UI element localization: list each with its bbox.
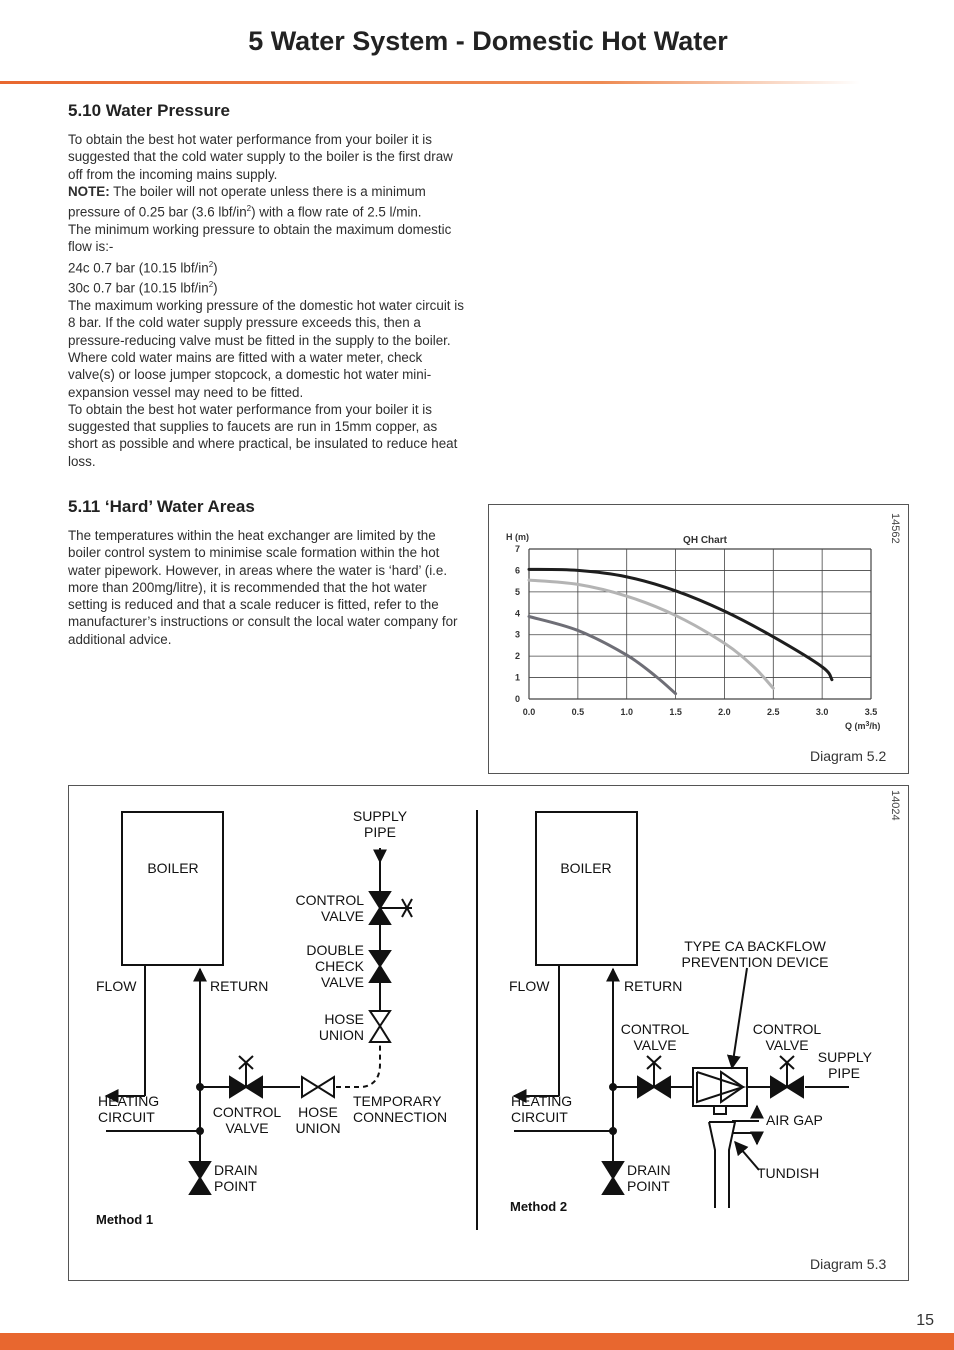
- section-heading: 5.10 Water Pressure: [68, 101, 230, 120]
- y-tick-label: 7: [514, 544, 520, 554]
- chart-series-line: [529, 617, 676, 694]
- drain-point-label: DRAIN POINT: [627, 1162, 671, 1194]
- paragraph: The minimum working pressure to obtain the maximum domestic flow is:-: [68, 221, 452, 255]
- control-valve-label: CONTROL VALVE: [752, 1021, 822, 1053]
- chart-title: QH Chart: [683, 535, 727, 546]
- return-label: RETURN: [210, 978, 269, 994]
- control-valve-label: CONTROL VALVE: [620, 1021, 690, 1053]
- boiler-box: [536, 812, 637, 965]
- paragraph: The temperatures within the heat exchanger are limited by the boiler control system to minimise scale formation within the hot water pipework. However, in areas where the water is ‘hard’ (i.e. more than 200mg/litre), it is recommended that the hot water setting is reduced and that a scale reducer is fitted, refer to the manufacturer’s instructions or consult the local water company for additional advice.: [68, 528, 458, 647]
- y-tick-label: 1: [514, 672, 520, 683]
- x-tick-label: 0.0: [522, 707, 536, 717]
- flow-label: FLOW: [509, 978, 550, 994]
- paragraph: To obtain the best hot water performance from your boiler it is suggested that the cold water supply to the boiler is the first draw off from the incoming mains supply.: [68, 132, 453, 182]
- backflow-device-label: TYPE CA BACKFLOW PREVENTION DEVICE: [681, 938, 829, 970]
- diagram-caption: Diagram 5.2: [810, 748, 887, 764]
- title-rule: [0, 81, 860, 84]
- y-axis-label: H (m): [506, 532, 529, 542]
- hose-union-label: HOSE UNION: [295, 1104, 341, 1136]
- pressure-24c: 24c 0.7 bar (10.15 lbf/$in^2$): [68, 259, 218, 276]
- note-paragraph: NOTE: The boiler will not operate unless there is a minimum pressure of 0.25 bar (3.6 lbf/$in^2$) with a flow rate of 2.5 l/min.: [68, 183, 426, 220]
- boiler-box: [122, 812, 223, 965]
- supply-pipe-label: SUPPLY PIPE: [817, 1049, 872, 1081]
- boiler-label: BOILER: [560, 860, 612, 876]
- x-tick-label: 3.5: [864, 707, 878, 717]
- qh-chart: [489, 505, 908, 773]
- supply-pipe-label: SUPPLY PIPE: [352, 808, 408, 840]
- air-gap-label: AIR GAP: [766, 1112, 823, 1128]
- paragraph: The maximum working pressure of the domestic hot water circuit is 8 bar. If the cold water supply pressure exceeds this, then a pressure-reducing valve must be fitted in the supply to the boiler.: [68, 298, 464, 348]
- page-title: 5 Water System - Domestic Hot Water: [248, 26, 728, 56]
- x-tick-label: 1.0: [620, 707, 633, 717]
- chart-series-line: [529, 569, 832, 679]
- section-hard-water: [68, 497, 468, 648]
- x-tick-label: 0.5: [571, 707, 585, 717]
- footer-bar: [0, 1333, 954, 1350]
- diagram-caption: Diagram 5.3: [810, 1256, 887, 1272]
- drain-point-label: DRAIN POINT: [214, 1162, 258, 1194]
- y-tick-label: 0: [514, 694, 520, 704]
- diagram-5-2-frame: [488, 504, 909, 774]
- diagram-code: 14562: [889, 513, 901, 544]
- heating-circuit-label: HEATING CIRCUIT: [98, 1093, 160, 1125]
- x-axis-label: Q $(m^3/h)$: [845, 721, 881, 731]
- x-tick-label: 2.0: [718, 707, 731, 717]
- flow-label: FLOW: [96, 978, 137, 994]
- section-heading: 5.11 ‘Hard’ Water Areas: [68, 497, 255, 516]
- double-check-valve-label: DOUBLE CHECK VALVE: [306, 942, 364, 990]
- y-tick-label: 4: [514, 608, 520, 619]
- paragraph: Where cold water mains are fitted with a water meter, check valve(s) or loose jumper stopcock, a domestic hot water mini-expansion vessel may need to be fitted.: [68, 349, 432, 400]
- pressure-30c: 30c 0.7 bar (10.15 lbf/$in^2$): [68, 280, 218, 296]
- page-number: 15: [916, 1312, 934, 1329]
- tundish-label: TUNDISH: [757, 1165, 820, 1181]
- return-label: RETURN: [624, 978, 683, 994]
- method-1-label: Method 1: [96, 1212, 154, 1227]
- method-2-label: Method 2: [510, 1199, 568, 1214]
- section-water-pressure: [68, 101, 468, 470]
- boiler-label: BOILER: [147, 860, 199, 876]
- y-tick-label: 2: [514, 651, 520, 662]
- x-tick-label: 2.5: [767, 707, 780, 717]
- heating-circuit-label: HEATING CIRCUIT: [511, 1093, 573, 1125]
- temporary-connection-label: TEMPORARY CONNECTION: [353, 1093, 448, 1125]
- y-tick-label: 5: [514, 586, 520, 597]
- control-valve-label: CONTROL VALVE: [212, 1104, 282, 1136]
- y-tick-label: 6: [514, 565, 520, 576]
- chart-series: [529, 569, 832, 693]
- x-tick-label: 3.0: [815, 707, 829, 717]
- hose-union-label: HOSE UNION: [318, 1011, 364, 1043]
- x-tick-label: 1.5: [669, 707, 682, 717]
- paragraph: To obtain the best hot water performance from your boiler it is suggested that supplies to faucets are run in 15mm copper, as short as possible and where practical, be insulated to reduce heat loss.: [68, 401, 458, 469]
- control-valve-label: CONTROL VALVE: [295, 892, 364, 924]
- y-tick-label: 3: [514, 629, 520, 640]
- diagram-5-3-frame: [68, 785, 909, 1281]
- installation-diagram: [69, 786, 908, 1280]
- diagram-code: 14024: [889, 790, 901, 821]
- note-label: NOTE:: [68, 183, 110, 199]
